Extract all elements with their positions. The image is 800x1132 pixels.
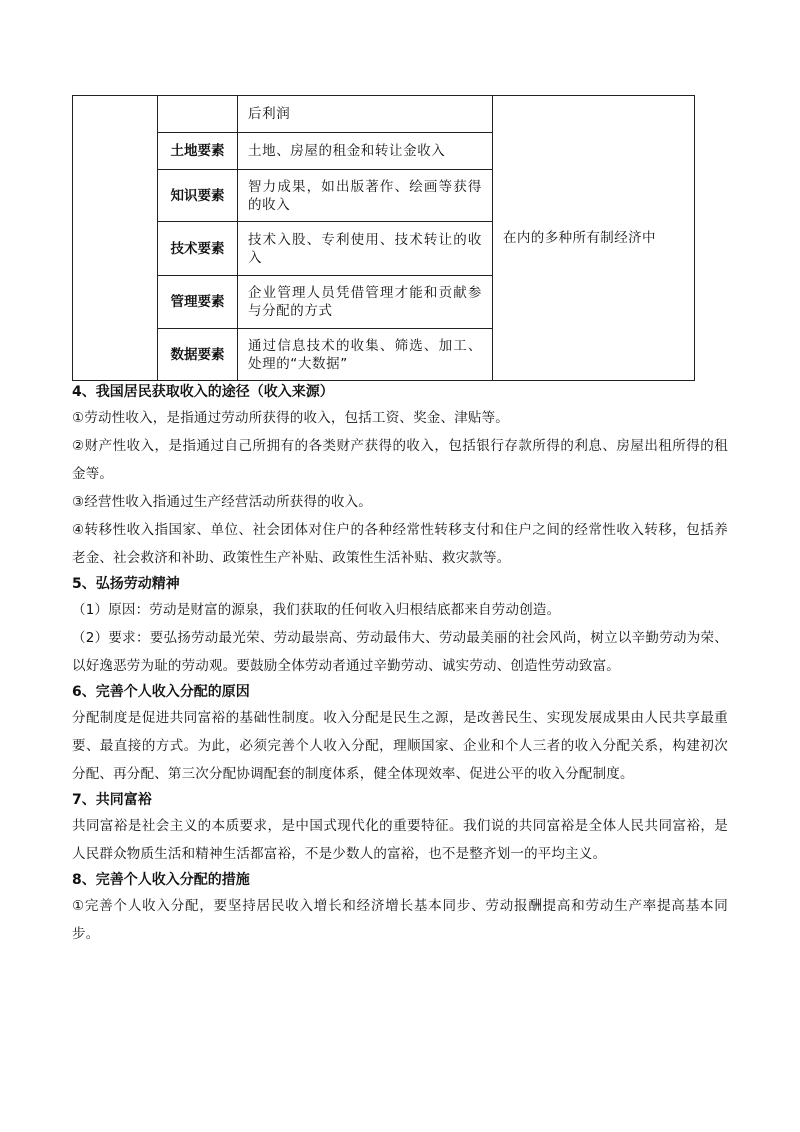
section-heading: 5、弘扬劳动精神 (72, 576, 180, 592)
paragraph: 分配制度是促进共同富裕的基础性制度。收入分配是民生之源，是改善民生、实现发展成果由人民共享最重要、最直接的方式。为此，必须完善个人收入分配，理顺国家、企业和个人三者的收入分配关系，构建初次分配、再分配、第三次分配协调配套的制度体系，健全体现效率、促进公平的收入分配制度。 (72, 710, 728, 782)
table-cell-factor: 技术要素 (158, 222, 238, 276)
income-factor-table (72, 95, 695, 381)
table-cell-desc: 企业管理人员凭借管理才能和贡献参与分配的方式 (238, 276, 493, 329)
table-cell-category (73, 96, 158, 381)
section-heading: 6、完善个人收入分配的原因 (72, 684, 250, 700)
paragraph: （1）原因：劳动是财富的源泉，我们获取的任何收入归根结底都来自劳动创造。 (72, 602, 561, 618)
paragraph: （2）要求：要弘扬劳动最光荣、劳动最崇高、劳动最伟大、劳动最美丽的社会风尚，树立以辛勤劳动为荣、以好逸恶劳为耻的劳动观。要鼓励全体劳动者通过辛勤劳动、诚实劳动、创造性劳动致富。 (72, 630, 728, 674)
table-cell-desc: 通过信息技术的收集、筛选、加工、处理的“大数据” (238, 329, 493, 381)
paragraph: ①完善个人收入分配，要坚持居民收入增长和经济增长基本同步、劳动报酬提高和劳动生产率提高基本同步。 (72, 898, 728, 942)
paragraph: ②财产性收入，是指通过自己所拥有的各类财产获得的收入，包括银行存款所得的利息、房屋出租所得的租金等。 (72, 438, 728, 482)
table-cell-factor: 知识要素 (158, 170, 238, 222)
paragraph: ③经营性收入指通过生产经营活动所获得的收入。 (72, 494, 373, 510)
section-heading: 7、共同富裕 (72, 792, 152, 808)
table-cell-factor (158, 96, 238, 133)
table-cell-desc: 智力成果，如出版著作、绘画等获得的收入 (238, 170, 493, 222)
table-cell-merged: 在内的多种所有制经济中 (493, 96, 695, 381)
section-heading: 8、完善个人收入分配的措施 (72, 872, 250, 888)
table-cell-factor: 土地要素 (158, 133, 238, 170)
table-cell-desc: 土地、房屋的租金和转让金收入 (238, 133, 493, 170)
paragraph: ①劳动性收入，是指通过劳动所获得的收入，包括工资、奖金、津贴等。 (72, 410, 510, 426)
table-row (73, 96, 695, 133)
table-cell-desc: 后利润 (238, 96, 493, 133)
section-heading: 4、我国居民获取收入的途径（收入来源） (72, 384, 334, 400)
paragraph: 共同富裕是社会主义的本质要求，是中国式现代化的重要特征。我们说的共同富裕是全体人民共同富裕，是人民群众物质生活和精神生活都富裕，不是少数人的富裕，也不是整齐划一的平均主义。 (72, 818, 728, 862)
table-cell-factor: 数据要素 (158, 329, 238, 381)
table-cell-desc: 技术入股、专利使用、技术转让的收入 (238, 222, 493, 276)
paragraph: ④转移性收入指国家、单位、社会团体对住户的各种经常性转移支付和住户之间的经常性收入转移，包括养老金、社会救济和补助、政策性生产补贴、政策性生活补贴、救灾款等。 (72, 522, 728, 566)
table-cell-factor: 管理要素 (158, 276, 238, 329)
document-body (72, 380, 728, 948)
